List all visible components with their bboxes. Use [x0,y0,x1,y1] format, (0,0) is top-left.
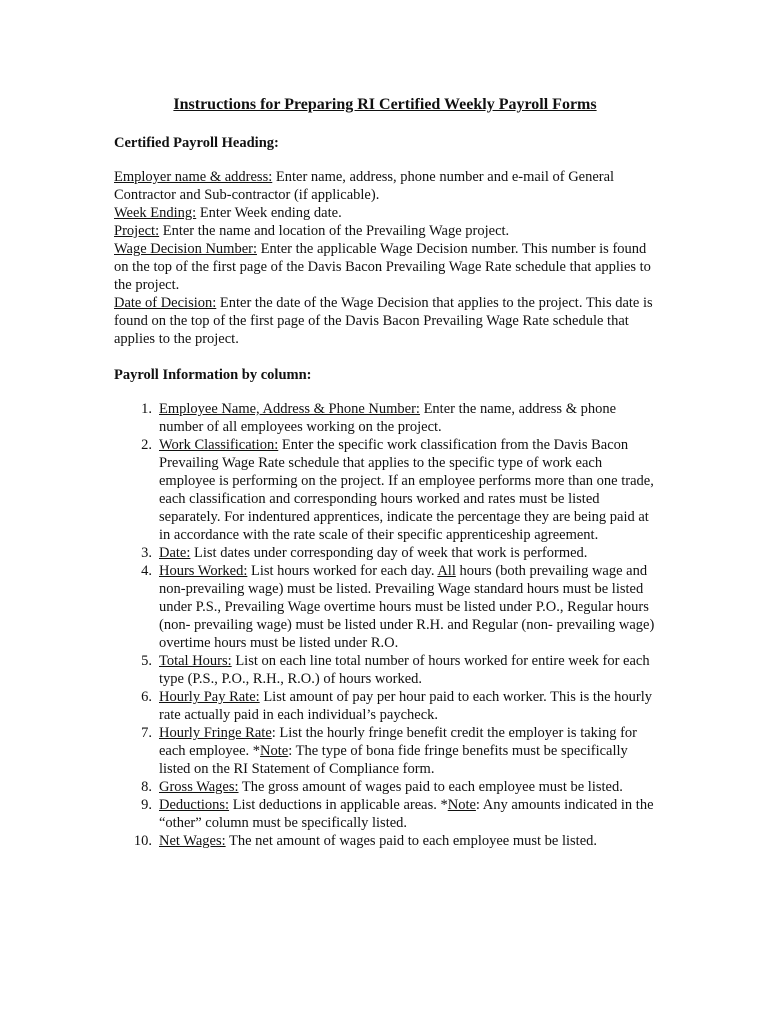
item-label: Hourly Pay Rate: [159,689,260,705]
item-label: Gross Wages: [159,779,239,795]
entry-label: Employer name & address: [114,169,273,185]
week-ending-entry [114,204,654,222]
list-item [114,688,659,724]
list-number: 1. [141,401,152,417]
item-text: Enter the specific work classification from the Davis Bacon Prevailing Wage Rate schedule that applies to the specific type of work each employee is performing on the project. If an employee performs more than one trade, each classification and corresponding hours worked and rates must be listed separately. For indentured apprentices, indicate the percentage they are being paid at in accordance with the rate scale of their specific apprenticeship agreement. [159,437,654,543]
item-label: Hours Worked: [159,563,248,579]
item-text: The gross amount of wages paid to each employee must be listed. [238,779,623,795]
list-number: 9. [141,797,152,813]
certified-payroll-heading: Certified Payroll Heading: [114,135,279,151]
list-number: 3. [141,545,152,561]
entry-label: Wage Decision Number: [114,241,257,257]
heading-instructions [114,168,654,348]
item-label: Hourly Fringe Rate [159,725,272,741]
entry-text: Enter the date of the Wage Decision that applies to the project. This date is found on the top of the first page of the Davis Bacon Prevailing Wage Rate schedule that applies to the project. [114,295,653,347]
item-text: : The type of bona fide fringe benefits must be specifically listed on the RI Statement of Compliance form. [159,743,628,777]
entry-text: Enter the name and location of the Prevailing Wage project. [159,223,510,239]
item-emphasis: Note [447,797,476,813]
list-number: 7. [141,725,152,741]
item-emphasis: Note [260,743,289,759]
list-number: 5. [141,653,152,669]
entry-label: Week Ending: [114,205,197,221]
item-text: : Any amounts indicated in the “other” column must be specifically listed. [159,797,654,831]
item-text: List hours worked for each day. [247,563,438,579]
entry-text: Enter the applicable Wage Decision number. This number is found on the top of the first page of the Davis Bacon Prevailing Wage Rate schedule that applies to the project. [114,241,651,293]
item-text: List deductions in applicable areas. * [229,797,448,813]
item-label: Deductions: [159,797,230,813]
employer-name-entry [114,168,654,204]
item-text: hours (both prevailing wage and non-prevailing wage) must be listed. Prevailing Wage standard hours must be listed under P.S., Prevailing Wage overtime hours must be listed under P.O., Regular hours (non- prevailing wage) must be listed under R.H. and Regular (non- prevailing wage) overtime hours must be listed under R.O. [159,563,655,651]
item-label: Date: [159,545,191,561]
list-number: 6. [141,689,152,705]
item-label: Total Hours: [159,653,232,669]
item-text: List dates under corresponding day of week that work is performed. [190,545,588,561]
entry-label: Date of Decision: [114,295,217,311]
list-number: 10. [133,833,152,849]
payroll-column-list [114,400,659,850]
list-item [114,436,659,544]
list-item [114,400,659,436]
list-item [114,544,659,562]
payroll-information-heading: Payroll Information by column: [114,367,312,383]
date-of-decision-entry [114,294,654,348]
item-emphasis: All [437,563,456,579]
list-number: 8. [141,779,152,795]
list-number: 2. [141,437,152,453]
item-text: : List the hourly fringe benefit credit the employer is taking for each employee. * [159,725,637,759]
list-number: 4. [141,563,152,579]
item-label: Work Classification: [159,437,279,453]
list-item [114,778,659,796]
entry-text: Enter name, address, phone number and e-mail of General Contractor and Sub-contractor (if applicable). [114,169,615,203]
list-item [114,724,659,778]
item-text: List on each line total number of hours worked for entire week for each type (P.S., P.O., R.H., R.O.) of hours worked. [159,653,650,687]
item-text: Enter the name, address & phone number of all employees working on the project. [159,401,617,435]
list-item [114,562,659,652]
list-item [114,652,659,688]
item-text: List amount of pay per hour paid to each worker. This is the hourly rate actually paid in each individual’s paycheck. [159,689,653,723]
list-item [114,832,659,850]
document-title: Instructions for Preparing RI Certified Weekly Payroll Forms [173,96,597,113]
item-text: The net amount of wages paid to each employee must be listed. [225,833,598,849]
project-entry [114,222,654,240]
entry-text: Enter Week ending date. [196,205,342,221]
item-label: Employee Name, Address & Phone Number: [159,401,420,417]
entry-label: Project: [114,223,160,239]
item-label: Net Wages: [159,833,226,849]
list-item [114,796,659,832]
wage-decision-number-entry [114,240,654,294]
